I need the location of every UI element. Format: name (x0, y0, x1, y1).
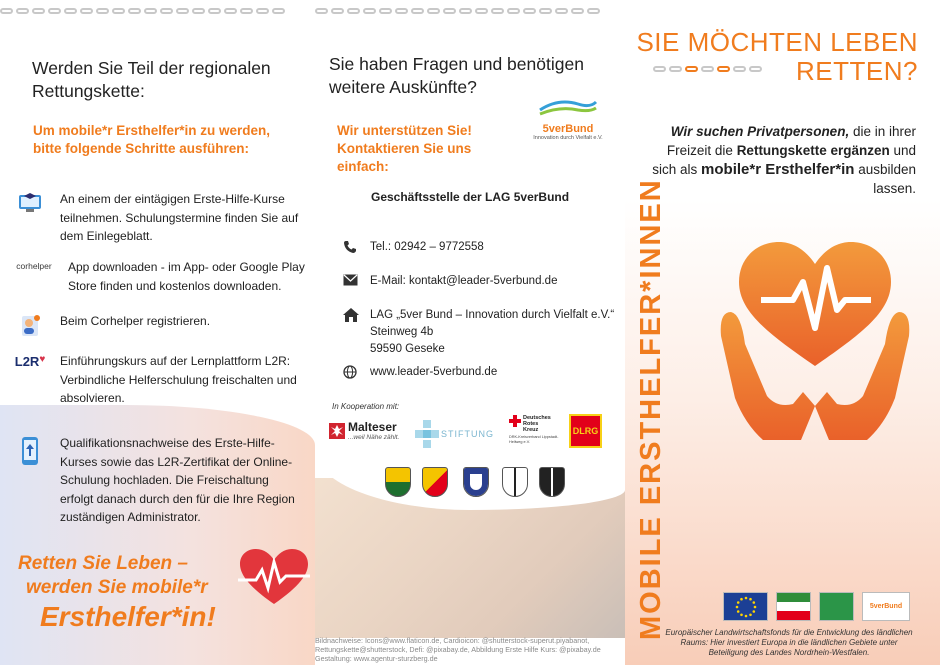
slogan-line-1: Retten Sie Leben – (18, 553, 188, 574)
l2r-logo-text: L2R (14, 354, 40, 369)
step-1 (0, 190, 315, 246)
intro-text (641, 122, 916, 198)
title-line-2: RETTEN? (796, 56, 918, 86)
corhelper-logo (0, 258, 68, 295)
house-icon (343, 307, 370, 358)
crest-3-icon (463, 467, 489, 497)
title-line-1: SIE MÖCHTEN LEBEN (636, 27, 918, 57)
dlrg-name: DLRG (572, 426, 599, 436)
drk-line-1: Deutsches (523, 415, 551, 421)
step-5-text: Qualifikationsnachweise des Erste-Hilfe-Kurses sowie das L2R-Zertifikat der Online-Schulung hochladen. Die Freischaltung erfolgt danach durch den für die Ihre Region zuständigen Administrator. (60, 436, 295, 524)
step-5 (0, 434, 315, 527)
computer-course-icon (0, 190, 60, 246)
address-line-2: Steinweg 4b (370, 326, 434, 338)
intro-part-2: und sich als (652, 143, 916, 177)
middle-panel (315, 0, 625, 665)
cooperation-label: In Kooperation mit: (332, 402, 400, 411)
panel1-subheading: Um mobile*r Ersthelfer*in zu werden, bitte folgende Schritte ausführen: (33, 123, 271, 156)
l2r-logo: L2R ♥ (14, 354, 46, 369)
eu-funding-note: Europäischer Landwirtschaftsfonds für die Entwicklung des ländlichen Raums: Hier investiert Europa in die ländlichen Gebiete unter Beteiligung des Landes Nordrhein-Westfalen. (665, 628, 913, 657)
leader-logo-icon (819, 592, 854, 621)
phone-upload-icon (0, 434, 60, 527)
drk-subline: DRK-Kreisverband Lippstadt-Hellweg e.V. (509, 435, 559, 444)
address-line-1: LAG „5ver Bund – Innovation durch Vielfalt e.V.“ (370, 309, 615, 321)
panel2-heading: Sie haben Fragen und benötigen weitere Auskünfte? (329, 54, 584, 97)
stiftung-name: STIFTUNG (441, 429, 494, 439)
drk-line-3: Kreuz (523, 427, 539, 433)
panel1-heading: Werden Sie Teil der regionalen Rettungskette: (32, 58, 271, 101)
email-link[interactable]: E-Mail: kontakt@leader-5verbund.de (370, 275, 558, 287)
email-row (343, 273, 557, 290)
phone-link[interactable]: Tel.: 02942 – 9772558 (370, 241, 484, 253)
intro-emphasis: Wir suchen Privatpersonen, (670, 124, 850, 139)
step-4 (0, 352, 315, 408)
logo-name: 5verBund (542, 123, 594, 135)
phone-row (343, 239, 484, 256)
office-name: Geschäftsstelle der LAG 5verBund (371, 190, 570, 204)
footer-logo-text: 5verBund (869, 603, 903, 610)
website-row (343, 364, 497, 381)
left-panel (0, 0, 315, 665)
crest-2-icon (422, 467, 448, 497)
crest-1-icon (385, 467, 411, 497)
corhelper-logo-text: corhelper (16, 261, 52, 271)
nrw-crest-icon (776, 592, 811, 621)
intro-part-3: ausbilden lassen. (854, 162, 916, 196)
website-link[interactable]: www.leader-5verbund.de (370, 366, 498, 378)
title-chain-decoration (653, 66, 762, 72)
hands-heart-icon (715, 228, 915, 458)
crest-5-icon (539, 467, 565, 497)
malteser-name: Malteser (348, 420, 397, 434)
envelope-icon (343, 273, 370, 290)
vertical-title: MOBILE ERSTHELFER*INNEN (635, 178, 667, 640)
intro-bold-1: Rettungskette ergänzen (736, 143, 890, 158)
chain-decoration (315, 8, 625, 18)
stiftung-logo (415, 420, 494, 448)
dlrg-logo (569, 414, 602, 448)
slogan (18, 552, 216, 634)
globe-icon (343, 364, 370, 381)
intro-part-1: die in ihrer Freizeit die (666, 124, 916, 158)
5verbund-footer-logo (862, 592, 910, 621)
drk-logo (509, 415, 559, 444)
eu-flag-icon (723, 592, 768, 621)
registration-icon (0, 312, 60, 338)
step-3-text: Beim Corhelper registrieren. (60, 314, 211, 328)
step-1-text: An einem der eintägigen Erste-Hilfe-Kurse teilnehmen. Schulungstermine finden Sie auf dem Einlegeblatt. (60, 192, 299, 243)
image-credits: Bildnachweise: Icons@www.flaticon.de, Cardioicon: @shutterstock-superut.piyabanot, Rettungskette@shutterstock, Defi: @pixabay.de, Abbildung Erste Hilfe Kurs: @pixabay.de Gestaltung: www.agentur-sturzberg.de (315, 636, 601, 664)
address-line-3: 59590 Geseke (370, 343, 445, 355)
slogan-line-3: Ersthelfer*in! (40, 601, 216, 632)
malteser-logo (329, 420, 399, 441)
right-panel (625, 0, 940, 665)
step-2 (0, 258, 315, 295)
funding-logos (723, 592, 910, 621)
step-3 (0, 312, 315, 338)
slogan-line-2: werden Sie mobile*r (26, 577, 208, 598)
crest-4-icon (502, 467, 528, 497)
5verbund-logo (523, 96, 613, 141)
address-row (343, 307, 614, 358)
chain-decoration (0, 8, 315, 18)
step-4-text: Einführungskurs auf der Lernplattform L2R: Verbindliche Helferschulung freischalten und absolvieren. (60, 354, 297, 405)
logo-tagline: Innovation durch Vielfalt e.V. (533, 135, 603, 141)
panel2-subheading: Wir unterstützen Sie! Kontaktieren Sie uns einfach: (337, 123, 472, 174)
drk-line-2: Rotes (523, 421, 539, 427)
heartbeat-heart-icon (238, 548, 310, 611)
intro-bold-2: mobile*r Ersthelfer*in (701, 161, 855, 178)
step-2-text: App downloaden - im App- oder Google Play Store finden und kostenlos downloaden. (68, 260, 305, 293)
phone-icon (343, 239, 370, 256)
malteser-tagline: ...weil Nähe zählt. (348, 434, 400, 441)
